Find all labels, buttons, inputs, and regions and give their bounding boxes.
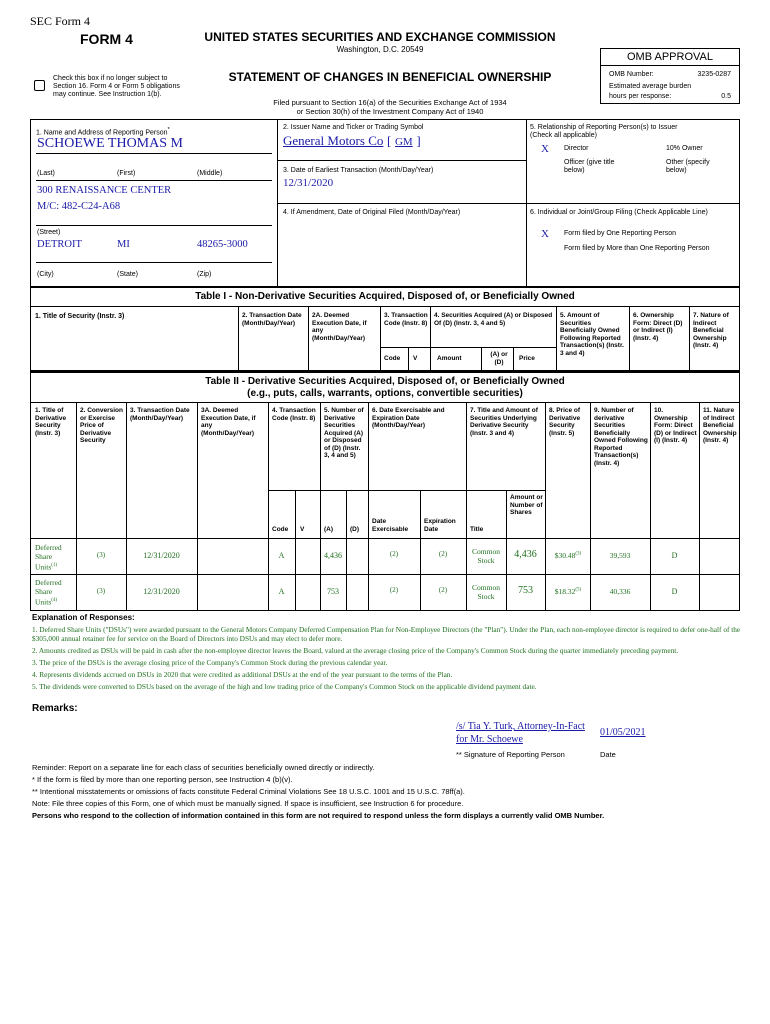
- table-row: [35, 578, 75, 607]
- t2-sub-date-exercisable: Date Exercisable: [372, 518, 409, 533]
- issuer-label: 2. Issuer Name and Ticker or Trading Symbol: [283, 124, 424, 131]
- row1-amount: 4,436: [514, 549, 537, 560]
- note-4: 4. Represents dividends accrued on DSUs in 2020 that were credited as additional DSUs at the end of the year pursuant to the terms of the Plan.: [32, 670, 453, 679]
- row1-owned: 39,593: [609, 551, 631, 560]
- remarks-title: Remarks:: [32, 703, 78, 714]
- note-1: 1. Deferred Share Units ("DSUs") were awarded pursuant to the General Motors Company Deferred Compensation Plan for Non-Employee Directors (the "Plan"). Under the Plan, each non-employee director is required to defer one-half of the $305,000 annual retainer fee for service on the Board of Directors into DSUs and may elect to defer more.: [32, 625, 741, 643]
- row2-acquired: 753: [327, 587, 339, 596]
- reporting-person-label-text: 1. Name and Address of Reporting Person: [36, 129, 168, 137]
- reporting-person-star: *: [167, 127, 170, 133]
- filed-line-2: or Section 30(h) of the Investment Company Act of 1940: [296, 107, 484, 116]
- street-line-1: 300 RENAISSANCE CENTER: [37, 185, 172, 196]
- form-title: FORM 4: [80, 31, 133, 47]
- issuer-name-row: [283, 133, 421, 149]
- row1-title: Common Stock: [472, 547, 500, 565]
- t2-col-deemed: 3A. Deemed Execution Date, if any (Month/Day/Year): [201, 407, 256, 437]
- t2-col-underlying: 7. Title and Amount of Securities Underlying Derivative Security (Instr. 3 and 4): [470, 407, 538, 437]
- zip-value: 48265-3000: [197, 239, 248, 250]
- row1-price-value: $30.48: [554, 551, 576, 560]
- street-line-2: M/C: 482-C24-A68: [37, 201, 121, 212]
- explanation-notes: [32, 625, 742, 691]
- footer-omb-notice: Persons who respond to the collection of information contained in this form are not required to respond unless the form displays a currently valid OMB Number.: [32, 811, 605, 820]
- filed-line-1: Filed pursuant to Section 16(a) of the Securities Exchange Act of 1934: [273, 98, 507, 107]
- ten-percent-owner-label: 10% Owner: [666, 145, 703, 152]
- t1-sub-code: Code: [384, 355, 401, 362]
- issuer-name-link[interactable]: General Motors Co: [283, 133, 384, 148]
- t2-sub-amount: Amount or Number of Shares: [510, 494, 543, 516]
- omb-number-label: OMB Number:: [609, 71, 654, 78]
- row2-code: A: [278, 587, 285, 596]
- row2-price-value: $18.32: [554, 587, 576, 596]
- statement-title: STATEMENT OF CHANGES IN BENEFICIAL OWNERSHIP: [228, 70, 552, 84]
- filing-label: 6. Individual or Joint/Group Filing (Check Applicable Line): [530, 209, 708, 216]
- row2-owned: 40,336: [609, 587, 631, 596]
- t1-sub-v: V: [413, 355, 418, 362]
- t2-col-owned: 9. Number of derivative Securities Beneficially Owned Following Reported Transaction(s) (Instr. 4): [594, 407, 648, 467]
- t2-sub-expiration: Expiration Date: [424, 518, 456, 533]
- row2-price: [546, 587, 590, 596]
- omb-burden-label: Estimated average burden: [609, 83, 692, 90]
- signature-label: ** Signature of Reporting Person: [456, 750, 565, 759]
- footer-copies: Note: File three copies of this Form, one of which must be manually signed. If space is insufficient, see Instruction 6 for procedure.: [32, 799, 464, 808]
- last-label: (Last): [37, 170, 55, 177]
- row2-form: D: [671, 587, 678, 596]
- earliest-date-label: 3. Date of Earliest Transaction (Month/Day/Year): [283, 167, 434, 174]
- t2-col-conversion: 2. Conversion or Exercise Price of Derivative Security: [80, 407, 123, 444]
- first-label: (First): [117, 170, 136, 177]
- amendment-label: 4. If Amendment, Date of Original Filed (Month/Day/Year): [283, 209, 461, 216]
- footer-reminder: Reminder: Report on a separate line for each class of securities beneficially owned directly or indirectly.: [32, 763, 375, 772]
- t2-col-exercisable: 6. Date Exercisable and Expiration Date (Month/Day/Year): [372, 407, 445, 429]
- relationship-label: 5. Relationship of Reporting Person(s) to Issuer: [530, 124, 678, 131]
- city-value: DETROIT: [37, 239, 82, 250]
- t1-col-nature: 7. Nature of Indirect Beneficial Ownership (Instr. 4): [693, 312, 729, 349]
- checkbox-instruction: Check this box if no longer subject to Section 16. Form 4 or Form 5 obligations may continue. See Instruction 1(b).: [53, 75, 180, 98]
- row1-code: A: [278, 551, 285, 560]
- row1-conversion: (3): [96, 551, 106, 559]
- state-label: (State): [117, 271, 139, 278]
- row2-title: Common Stock: [472, 583, 500, 601]
- agency-city: Washington, D.C. 20549: [336, 45, 424, 54]
- footer-notes: [32, 762, 742, 822]
- city-label: (City): [37, 271, 54, 278]
- t2-col-ownership: 10. Ownership Form: Direct (D) or Indirect (I) (Instr. 4): [654, 407, 697, 444]
- ticker-link[interactable]: GM: [394, 136, 413, 148]
- one-person-mark[interactable]: X: [541, 228, 549, 240]
- state-value: MI: [117, 239, 130, 250]
- t1-sub-price: Price: [519, 355, 535, 362]
- t1-col-deemed: 2A. Deemed Execution Date, if any (Month/Day/Year): [312, 312, 367, 342]
- t2-col-date: 3. Transaction Date (Month/Day/Year): [130, 407, 190, 422]
- row1-date: 12/31/2020: [143, 551, 180, 560]
- earliest-date: 12/31/2020: [283, 177, 334, 189]
- row2-footnote: (4): [51, 598, 58, 603]
- t2-col-nature: 11. Nature of Indirect Beneficial Ownership (Instr. 4): [703, 407, 737, 444]
- row2-amount: 753: [518, 585, 533, 596]
- t2-sub-code: Code: [272, 526, 289, 533]
- other-label: Other (specify below): [666, 159, 710, 174]
- omb-title: OMB APPROVAL: [601, 49, 739, 66]
- row1-price-footnote: (3): [575, 551, 582, 557]
- row1-price: [546, 551, 590, 560]
- row1-expiration: (2): [438, 550, 448, 558]
- agency-title: UNITED STATES SECURITIES AND EXCHANGE COMMISSION: [204, 30, 556, 44]
- more-persons-label: Form filed by More than One Reporting Person: [564, 245, 710, 252]
- row2-exercisable: (2): [389, 586, 399, 594]
- note-2: 2. Amounts credited as DSUs will be paid in cash after the non-employee director leaves the Board, valued at the average closing price of the Company's Common Stock during the quarter immediately preceding payment.: [32, 646, 679, 655]
- t2-col-title: 1. Title of Derivative Security (Instr. 3): [35, 407, 67, 437]
- row1-acquired: 4,436: [324, 551, 342, 560]
- t1-col-date: 2. Transaction Date (Month/Day/Year): [242, 312, 302, 327]
- table-2-title-2: (e.g., puts, calls, warrants, options, convertible securities): [247, 388, 523, 399]
- t2-sub-v: V: [300, 526, 305, 533]
- filed-pursuant: [240, 98, 540, 116]
- footer-multiple-persons: * If the form is filed by more than one reporting person, see Instruction 4 (b)(v).: [32, 775, 293, 784]
- t2-col-price: 8. Price of Derivative Security (Instr. 5): [549, 407, 581, 437]
- zip-label: (Zip): [197, 271, 212, 278]
- row1-exercisable: (2): [389, 550, 399, 558]
- director-label: Director: [564, 145, 589, 152]
- omb-hours-label: hours per response:: [609, 93, 672, 100]
- table-1-title: Table I - Non-Derivative Securities Acquired, Disposed of, or Beneficially Owned: [195, 291, 575, 302]
- t2-col-number: 5. Number of Derivative Securities Acquired (A) or Disposed of (D) (Instr. 3, 4 and 5): [324, 407, 364, 459]
- t2-sub-title: Title: [470, 526, 484, 533]
- t2-sub-a: (A): [324, 526, 334, 533]
- reporting-person-name[interactable]: SCHOEWE THOMAS M: [37, 136, 183, 151]
- ticker-close-bracket: ]: [416, 133, 421, 148]
- t2-col-code: 4. Transaction Code (Instr. 8): [272, 407, 316, 422]
- omb-approval-box: [600, 48, 740, 104]
- row2-price-footnote: (5): [575, 587, 582, 593]
- ticker-open-bracket: [: [387, 133, 392, 148]
- one-person-label: Form filed by One Reporting Person: [564, 230, 677, 237]
- director-mark[interactable]: X: [541, 143, 549, 155]
- t1-col-ownership: 6. Ownership Form: Direct (D) or Indirect (I) (Instr. 4): [633, 312, 683, 342]
- street-label: (Street): [37, 229, 61, 236]
- date-label: Date: [600, 750, 616, 759]
- row2-expiration: (2): [438, 586, 448, 594]
- omb-number: 3235-0287: [697, 71, 731, 78]
- omb-hours: 0.5: [721, 93, 731, 100]
- row1-form: D: [671, 551, 678, 560]
- row1-footnote: (1): [51, 563, 58, 568]
- t1-sub-amount: Amount: [437, 355, 462, 362]
- relationship-sub: (Check all applicable): [530, 132, 597, 139]
- table-2-title-1: Table II - Derivative Securities Acquired, Disposed of, or Beneficially Owned: [205, 376, 565, 387]
- signature-name: /s/ Tia Y. Turk, Attorney-In-Fact for Mr. Schoewe: [456, 721, 585, 745]
- row2-date: 12/31/2020: [143, 587, 180, 596]
- row1-security: Deferred Share Units: [35, 543, 62, 572]
- signature-date: 01/05/2021: [600, 727, 646, 738]
- footer-misstatements: ** Intentional misstatements or omissions of facts constitute Federal Criminal Violations See 18 U.S.C. 1001 and 15 U.S.C. 78ff(a).: [32, 787, 465, 796]
- explanation-title: Explanation of Responses:: [32, 613, 135, 622]
- row2-security: Deferred Share Units: [35, 578, 62, 607]
- t1-col-amount-owned: 5. Amount of Securities Beneficially Owned Following Reported Transaction(s) (Instr. 3 and 4): [560, 312, 624, 357]
- no-longer-subject-checkbox[interactable]: [34, 80, 45, 91]
- t1-col-title: 1. Title of Security (Instr. 3): [35, 313, 125, 320]
- sec-form-label: SEC Form 4: [30, 14, 91, 28]
- row2-conversion: (3): [96, 587, 106, 595]
- t1-sub-ad: (A) or (D): [490, 351, 508, 366]
- middle-label: (Middle): [197, 170, 223, 177]
- note-5: 5. The dividends were converted to DSUs based on the average of the high and low trading price of the Company's Common Stock on the applicable dividend payment date.: [32, 682, 537, 691]
- t1-col-code: 3. Transaction Code (Instr. 8): [384, 312, 428, 327]
- t2-sub-d: (D): [350, 526, 360, 533]
- table-row: [35, 543, 75, 572]
- officer-label: Officer (give title below): [564, 159, 615, 174]
- note-3: 3. The price of the DSUs is the average closing price of the Company's Common Stock during the previous calendar year.: [32, 658, 388, 667]
- t1-col-acquired: 4. Securities Acquired (A) or Disposed Of (D) (Instr. 3, 4 and 5): [434, 312, 553, 327]
